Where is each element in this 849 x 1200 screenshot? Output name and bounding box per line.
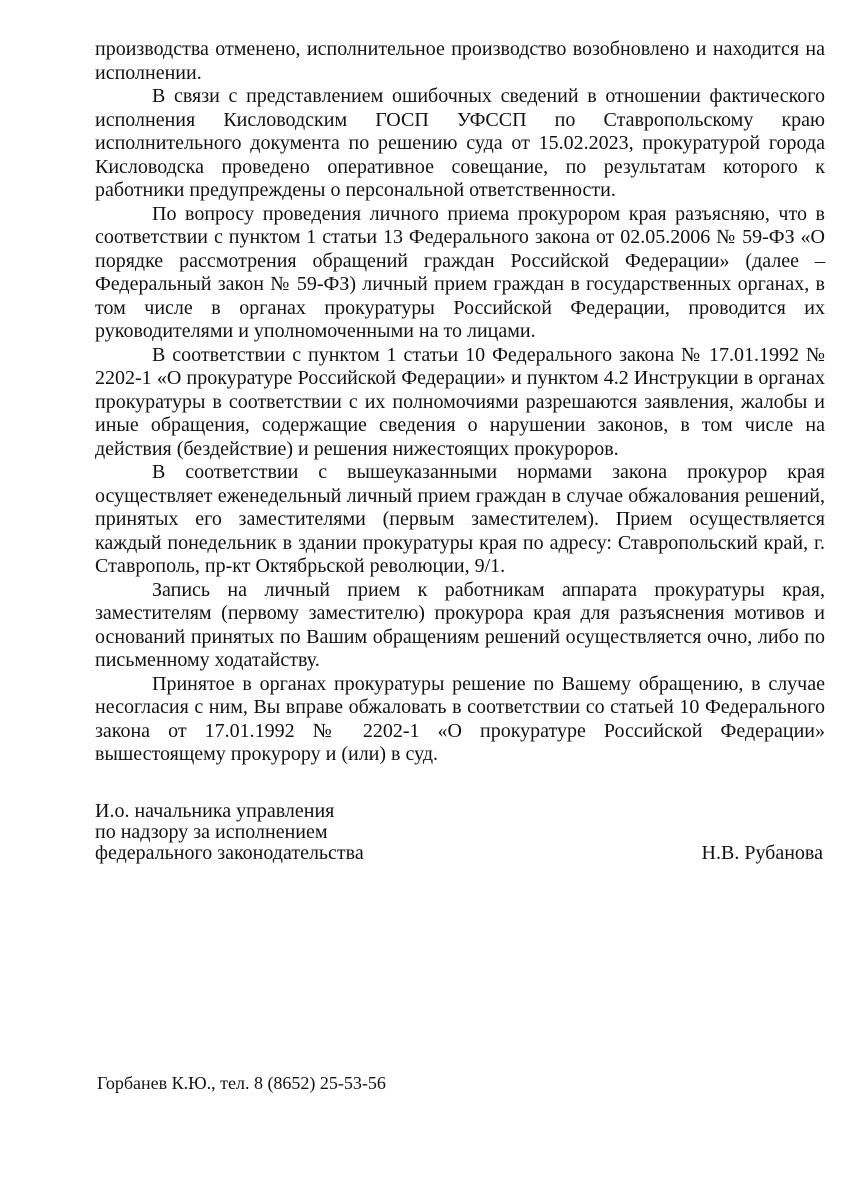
document-paragraph: В соответствии с пунктом 1 статьи 10 Федерального закона № 17.01.1992 № 2202-1 «О прокуратуре Российской Федерации» и пунктом 4.2 Инструкции в органах прокуратуры в соответствии с их полномочиями разрешаются заявления, жалобы и иные обращения, содержащие сведения о нарушении законов, в том числе на действия (бездействие) и решения нижестоящих прокуроров. — [95, 343, 825, 460]
document-paragraph: производства отменено, исполнительное производство возобновлено и находится на исполнении. — [95, 38, 825, 84]
document-paragraph: Принятое в органах прокуратуры решение по Вашему обращению, в случае несогласия с ним, Вы вправе обжаловать в соответствии со статьей 10 Федерального закона от 17.01.1992 № 2202-1 «О прокуратуре Российской Федерации» вышестоящему прокурору и (или) в суд. — [95, 672, 825, 765]
signature-block — [95, 801, 825, 864]
document-paragraph: Запись на личный прием к работникам аппарата прокуратуры края, заместителям (первому заместителю) прокурора края для разъяснения мотивов и оснований принятых по Вашим обращениям решений осуществляется очно, либо по письменному ходатайству. — [95, 578, 825, 671]
document-paragraph: В соответствии с вышеуказанными нормами закона прокурор края осуществляет еженедельный личный прием граждан в случае обжалования решений, принятых его заместителями (первым заместителем). Прием осуществляется каждый понедельник в здании прокуратуры края по адресу: Ставропольский край, г. Ставрополь, пр-кт Октябрьской революции, 9/1. — [95, 461, 825, 577]
signatory-position — [95, 801, 364, 864]
signatory-position-line: И.о. начальника управления — [95, 799, 335, 822]
signatory-position-line: по надзору за исполнением — [95, 820, 328, 843]
signatory-name: Н.В. Рубанова — [701, 841, 823, 864]
document-paragraph: По вопросу проведения личного приема прокурором края разъясняю, что в соответствии с пунктом 1 статьи 13 Федерального закона от 02.05.2006 № 59-ФЗ «О порядке рассмотрения обращений граждан Российской Федерации» (далее – Федеральный закон № 59-ФЗ) личный прием граждан в государственных органах, в том числе в органах прокуратуры Российской Федерации, проводится их руководителями и уполномоченными на то лицами. — [95, 202, 825, 342]
document-paragraph: В связи с представлением ошибочных сведений в отношении фактического исполнения Кисловодским ГОСП УФССП по Ставропольскому краю исполнительного документа по решению суда от 15.02.2023, прокуратурой города Кисловодска проведено оперативное совещание, по результатам которого к работники предупреждены о персональной ответственности. — [95, 85, 825, 201]
executor-contact: Горбанев К.Ю., тел. 8 (8652) 25-53-56 — [97, 1073, 386, 1093]
document-body — [95, 38, 825, 864]
signatory-position-line: федерального законодательства — [95, 841, 364, 864]
